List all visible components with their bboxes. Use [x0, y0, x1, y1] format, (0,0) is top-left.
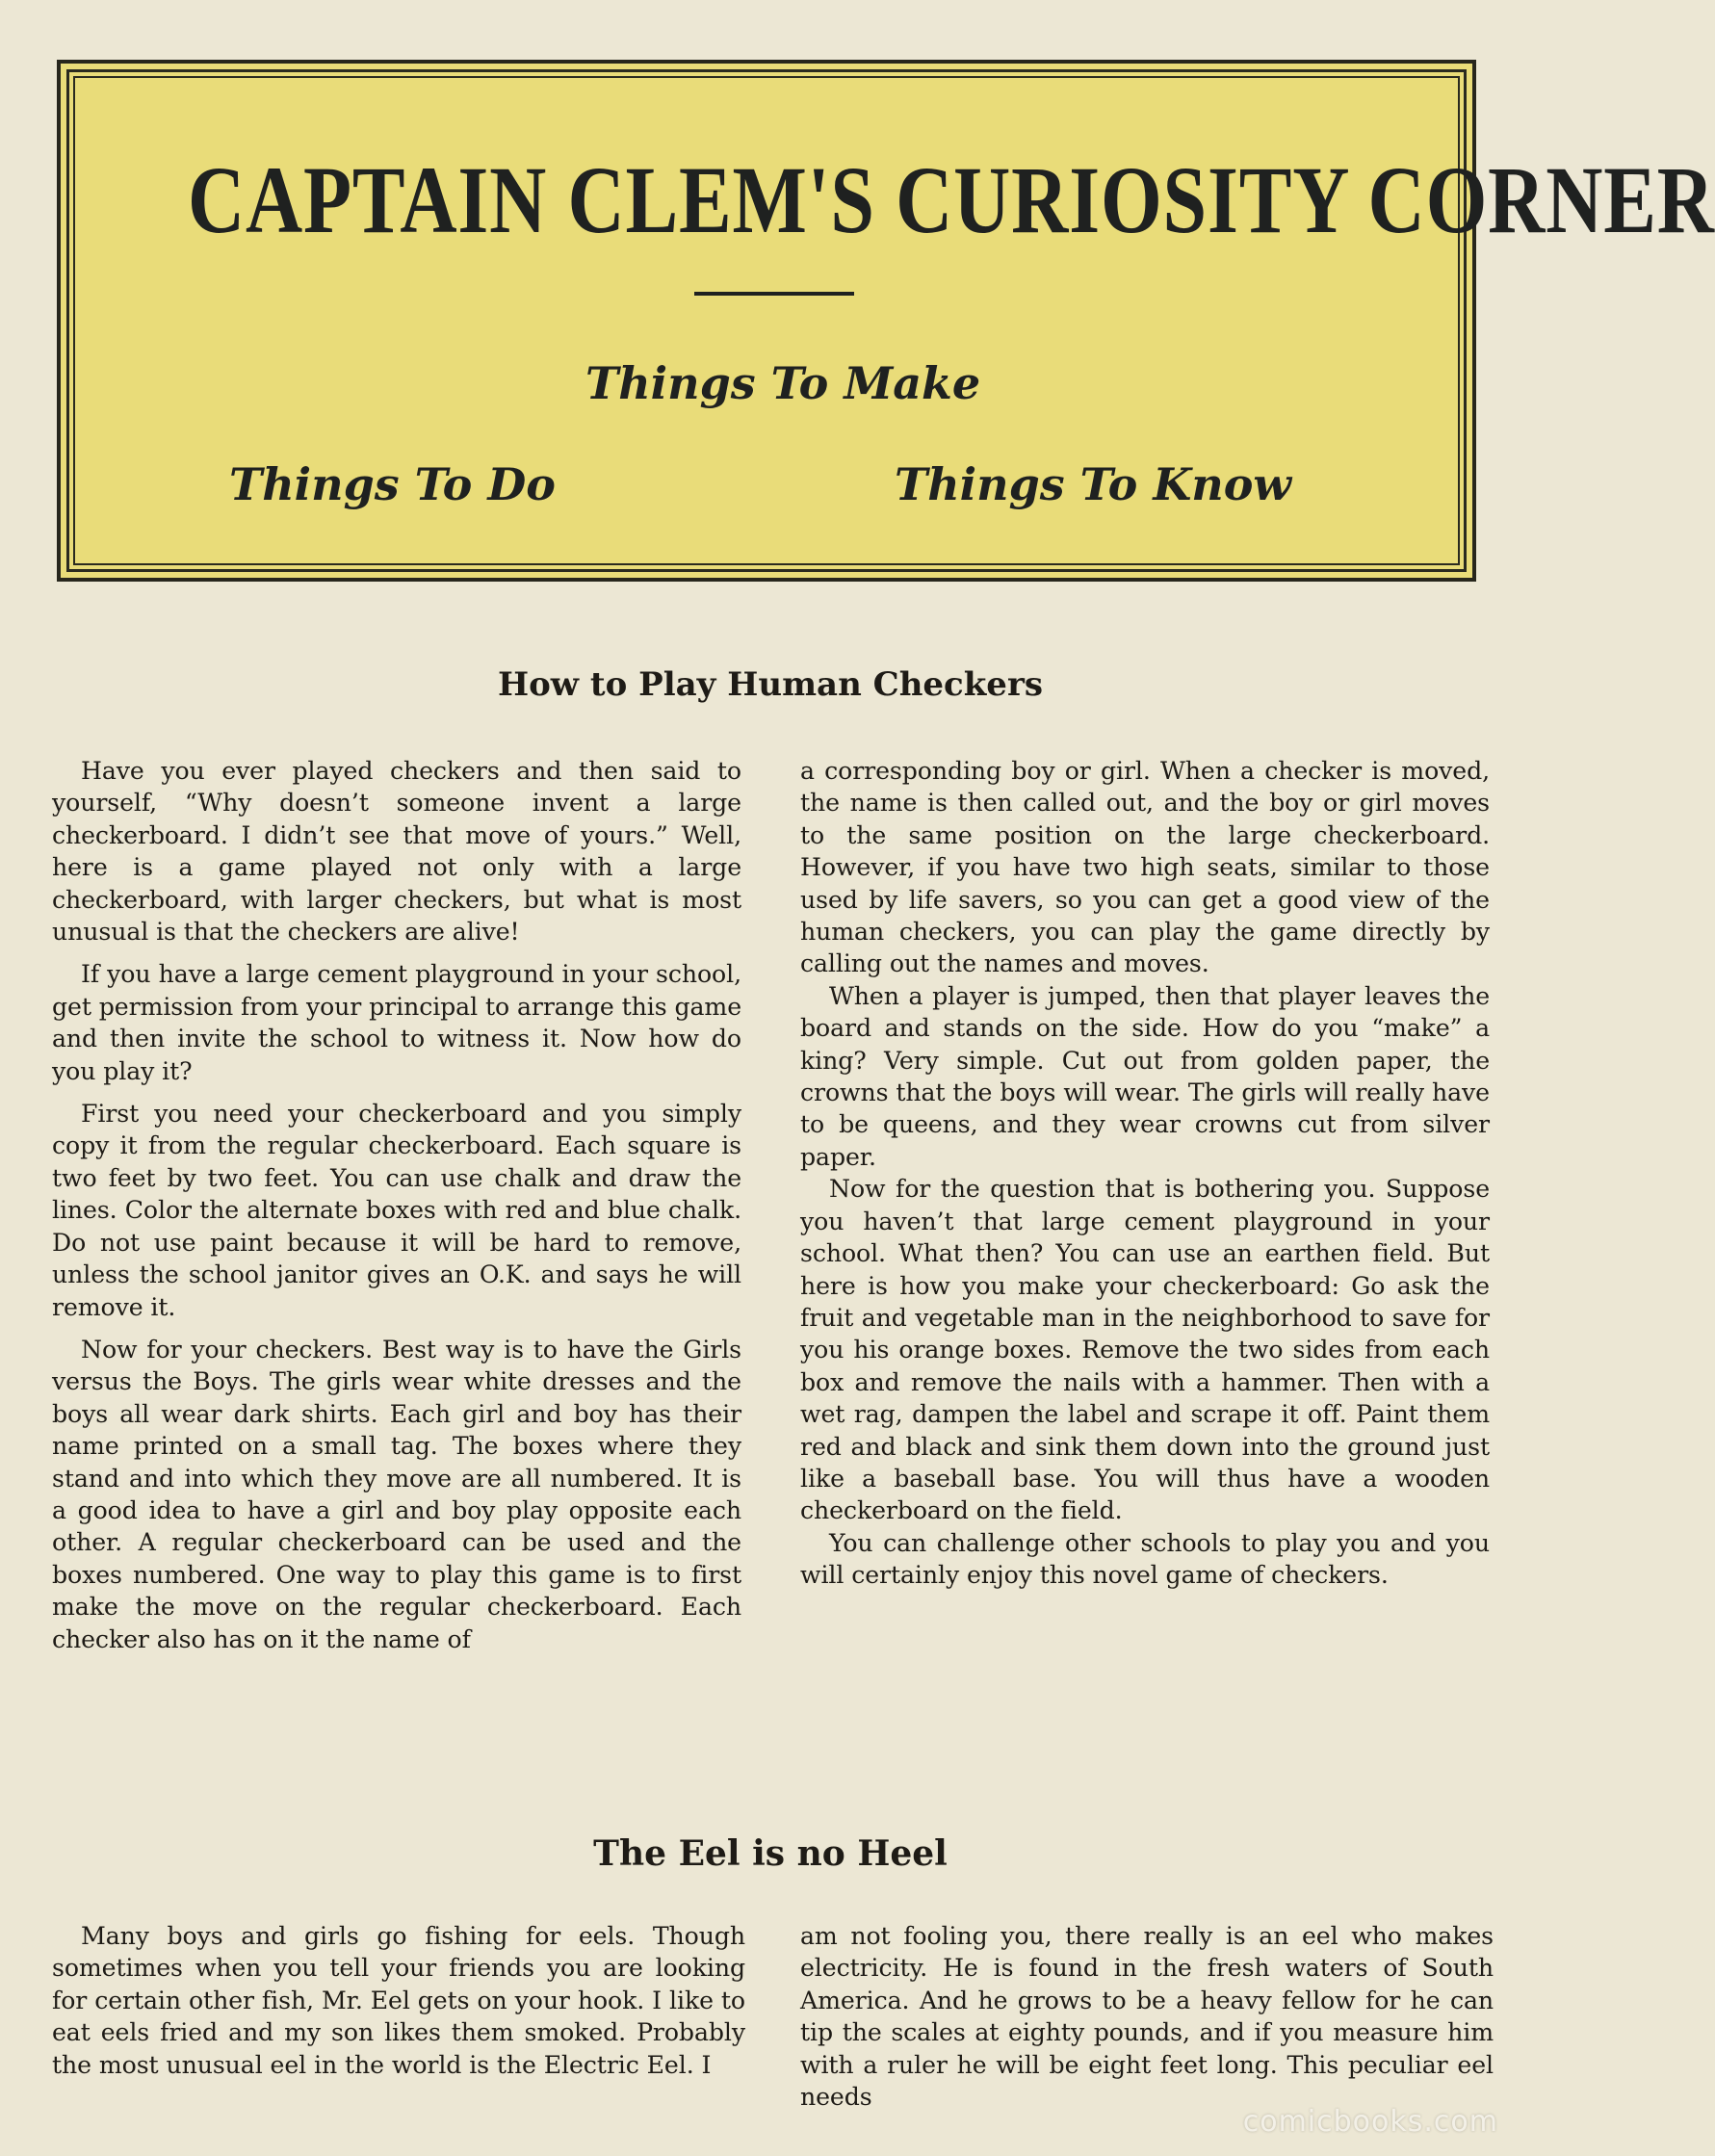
- paragraph: Many boys and girls go fishing for eels. Though sometimes when you tell your friends you are looking for certain other fish, Mr. Eel gets on your hook. I like to eat eels fried and my son likes them smoked. Probably the most unusual eel in the world is the Electric Eel. I: [52, 1922, 745, 2079]
- site-watermark: comicbooks.com: [1242, 2105, 1498, 2139]
- header-banner: [57, 60, 1715, 582]
- article-heading-human-checkers: How to Play Human Checkers: [498, 665, 1043, 704]
- article2-column-right: [800, 1920, 1494, 2123]
- paragraph: Now for your checkers. Best way is to have the Girls versus the Boys. The girls wear white dresses and the boys all wear dark shirts. Each girl and boy has their name printed on a small tag. The boxes where they stand and into which they move are all numbered. It is a good idea to have a girl and boy play opposite each other. A regular checkerboard can be used and the boxes numbered. One way to play this game is to first make the move on the regular checkerboard. Each checker also has on it the name of: [52, 1335, 741, 1653]
- title-divider: [694, 292, 854, 296]
- paragraph: If you have a large cement playground in your school, get permission from your principal to arrange this game and then invite the school to witness it. Now how do you play it?: [52, 960, 741, 1085]
- paragraph: First you need your checkerboard and you simply copy it from the regular checkerboard. Each square is two feet by two feet. You can use chalk and draw the lines. Color the alternate boxes with red and blue chalk. Do not use paint because it will be hard to remove, unless the school janitor gives an O.K. and says he will remove it.: [52, 1100, 741, 1321]
- paragraph: am not fooling you, there really is an eel who makes electricity. He is found in the fresh waters of South America. And he grows to be a heavy fellow for he can tip the scales at eighty pounds, and if you measure him with a ruler he will be eight feet long. This peculiar eel needs: [800, 1922, 1494, 2112]
- paragraph: a corresponding boy or girl. When a checker is moved, the name is then called out, and the boy or girl moves to the same position on the large checkerboard. However, if you have two high seats, similar to those used by life savers, so you can get a good view of the human checkers, you can play the game directly by calling out the names and moves.: [800, 757, 1490, 978]
- article1-column-left: [52, 755, 741, 1655]
- subtitle-things-to-know: Things To Know: [895, 458, 1292, 510]
- subtitle-things-to-make: Things To Make: [585, 357, 981, 409]
- page-title: CAPTAIN CLEM'S CURIOSITY CORNER: [187, 146, 1715, 253]
- paragraph: Have you ever played checkers and then said to yourself, “Why doesn’t someone invent a large checkerboard. I didn’t see that move of yours.” Well, here is a game played not only with a large checkerboard, with larger checkers, but what is most unusual is that the checkers are alive!: [52, 757, 741, 947]
- subtitle-things-to-do: Things To Do: [229, 458, 556, 510]
- article2-column-left: [52, 1920, 745, 2091]
- paragraph: When a player is jumped, then that player leaves the board and stands on the side. How do you “make” a king? Very simple. Cut out from golden paper, the crowns that the boys will wear. The girls will really have to be queens, and they wear crowns cut from silver paper.: [800, 981, 1490, 1171]
- paragraph: You can challenge other schools to play you and you will certainly enjoy this novel game of checkers.: [800, 1528, 1490, 1590]
- article-heading-eel: The Eel is no Heel: [593, 1833, 948, 1874]
- article1-column-right: [800, 755, 1490, 1592]
- paragraph: Now for the question that is bothering you. Suppose you haven’t that large cement playground in your school. What then? You can use an earthen field. But here is how you make your checkerboard: Go ask the fruit and vegetable man in the neighborhood to save for you his orange boxes. Remove the two sides from each box and remove the nails with a hammer. Then with a wet rag, dampen the label and scrape it off. Paint them red and black and sink them down into the ground just like a baseball base. You will thus have a wooden checkerboard on the field.: [800, 1175, 1490, 1525]
